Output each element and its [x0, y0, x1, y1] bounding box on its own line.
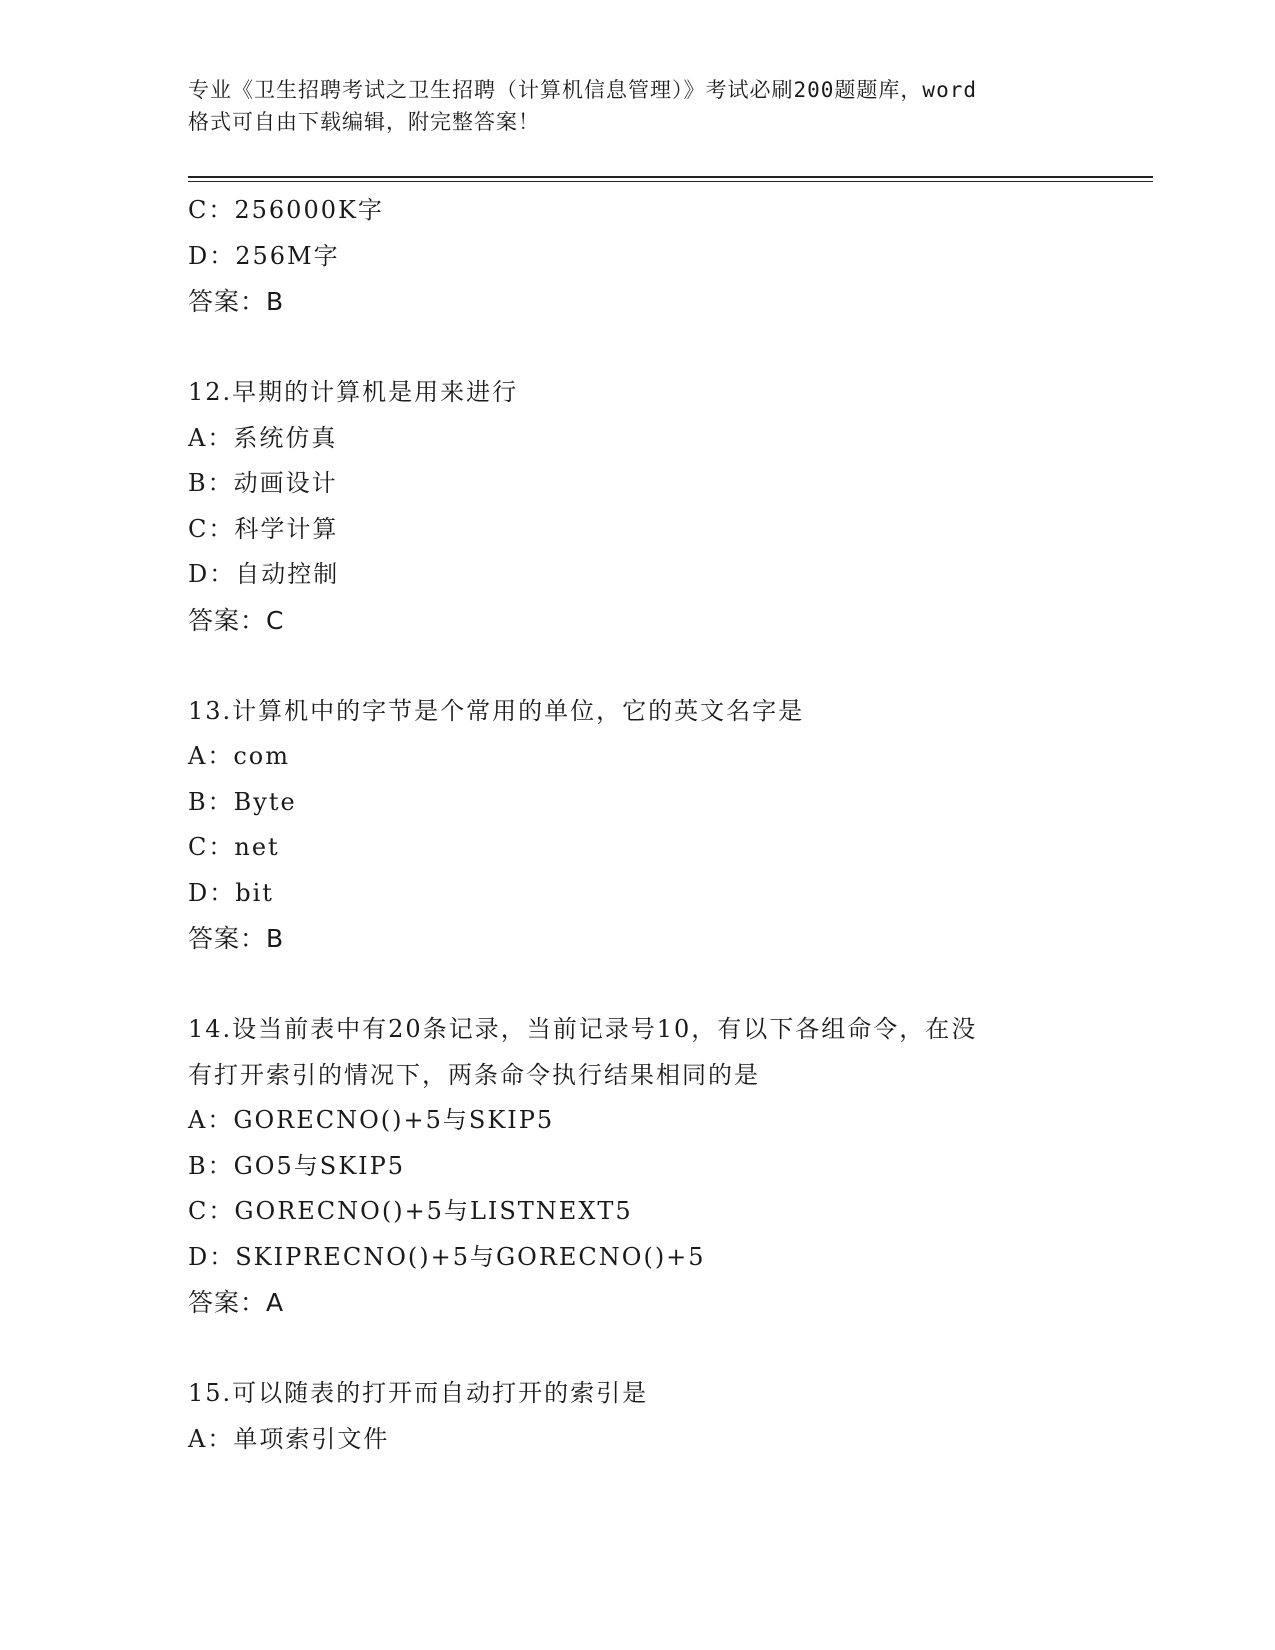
header-divider-thin [188, 181, 1153, 182]
option-d: D：256M字 [188, 241, 340, 270]
document-header [188, 74, 1108, 138]
option-d: D：bit [188, 878, 274, 907]
question-list [188, 188, 1108, 1462]
option-c: C：net [188, 833, 280, 861]
spacer [188, 643, 1108, 689]
question-stem: 14.设当前表中有20条记录，当前记录号10，有以下各组命令，在没 [188, 1015, 978, 1043]
option-b: B：动画设计 [188, 469, 338, 497]
question-14 [188, 1007, 1108, 1326]
option-c: C：GORECNO()+5与LISTNEXT5 [188, 1197, 633, 1225]
question-12 [188, 370, 1108, 643]
spacer [188, 962, 1108, 1008]
option-b: B：GO5与SKIP5 [188, 1151, 406, 1180]
option-a: A：com [188, 742, 290, 770]
option-a: A：单项索引文件 [188, 1424, 390, 1453]
question-stem: 13.计算机中的字节是个常用的单位，它的英文名字是 [188, 696, 805, 725]
question-prev [188, 188, 1108, 325]
option-c: C：256000K字 [188, 196, 384, 224]
option-a: A：GORECNO()+5与SKIP5 [188, 1106, 555, 1134]
answer-line: 答案：A [188, 1288, 285, 1317]
question-stem: 12.早期的计算机是用来进行 [188, 378, 519, 406]
answer-line: 答案：C [188, 605, 285, 635]
question-stem: 15.可以随表的打开而自动打开的索引是 [188, 1379, 649, 1407]
option-b: B：Byte [188, 787, 297, 816]
question-stem-continued: 有打开索引的情况下，两条命令执行结果相同的是 [188, 1060, 760, 1089]
question-15 [188, 1371, 1108, 1462]
option-c: C：科学计算 [188, 514, 339, 543]
answer-line: 答案：B [188, 924, 285, 953]
spacer [188, 1326, 1108, 1372]
header-line-1: 专业《卫生招聘考试之卫生招聘（计算机信息管理）》考试必刷200题题库，word [188, 78, 977, 102]
option-d: D：SKIPRECNO()+5与GORECNO()+5 [188, 1242, 706, 1271]
header-divider-thick [188, 176, 1153, 178]
option-d: D：自动控制 [188, 560, 340, 588]
header-line-2: 格式可自由下载编辑，附完整答案！ [188, 110, 540, 134]
spacer [188, 325, 1108, 371]
answer-line: 答案：B [188, 287, 285, 316]
option-a: A：系统仿真 [188, 423, 338, 452]
question-13 [188, 689, 1108, 962]
